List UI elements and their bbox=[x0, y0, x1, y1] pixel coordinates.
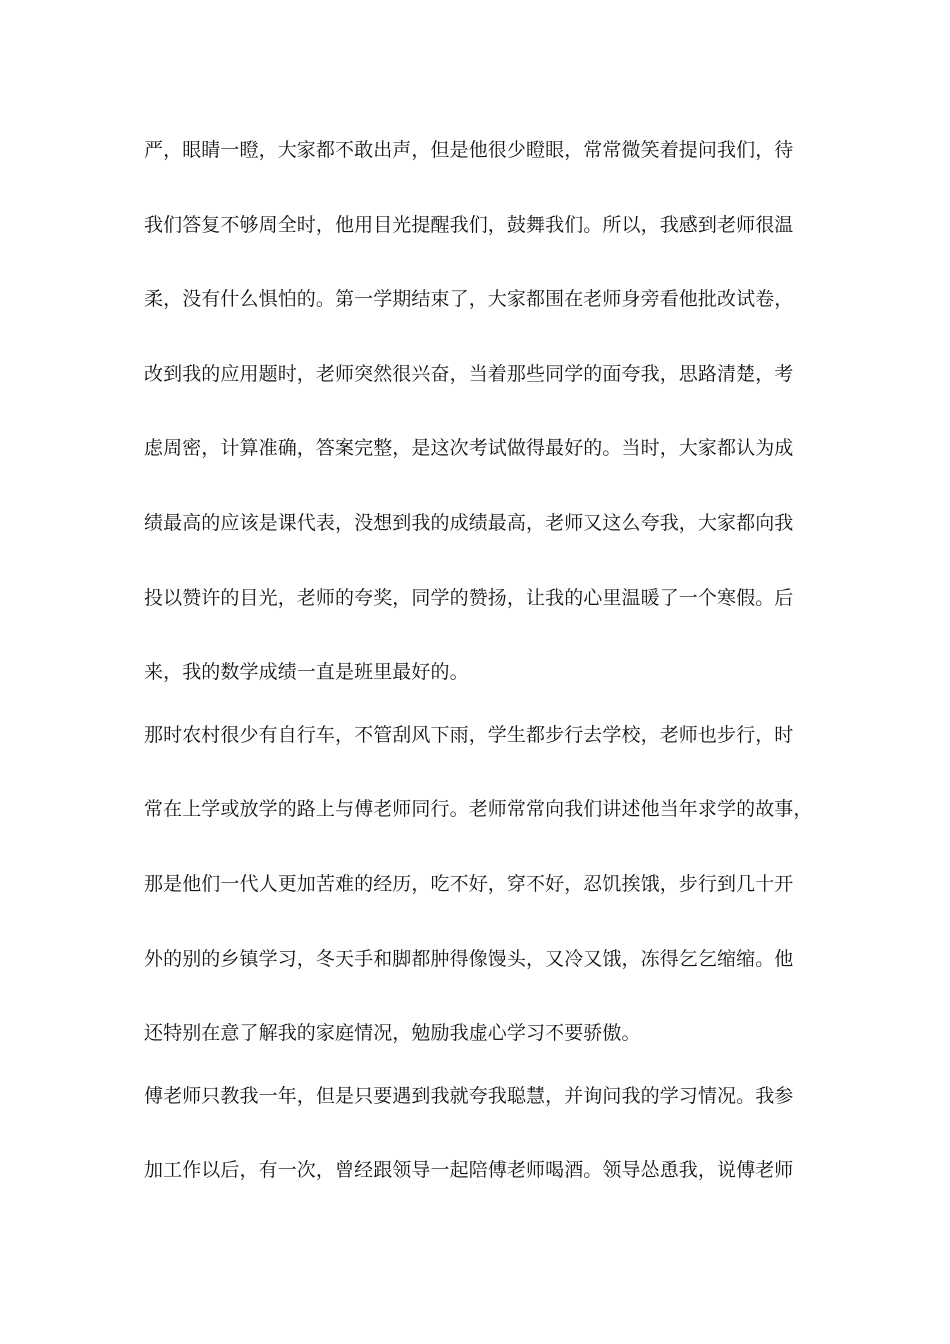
text-line-2: 我们答复不够周全时，他用目光提醒我们，鼓舞我们。所以，我感到老师很温 bbox=[144, 214, 794, 236]
text-line-13: 还特别在意了解我的家庭情况，勉励我虚心学习不要骄傲。 bbox=[144, 1022, 641, 1044]
text-line-4: 改到我的应用题时，老师突然很兴奋，当着那些同学的面夸我，思路清楚，考 bbox=[144, 363, 794, 385]
text-line-5: 虑周密，计算准确，答案完整，是这次考试做得最好的。当时，大家都认为成 bbox=[144, 437, 794, 459]
text-line-9: 那时农村很少有自行车，不管刮风下雨，学生都步行去学校，老师也步行，时 bbox=[144, 724, 794, 746]
text-line-10: 常在上学或放学的路上与傅老师同行。老师常常向我们讲述他当年求学的故事， bbox=[144, 798, 813, 820]
text-line-3: 柔，没有什么惧怕的。第一学期结束了，大家都围在老师身旁看他批改试卷， bbox=[144, 288, 794, 310]
text-line-6: 绩最高的应该是课代表，没想到我的成绩最高，老师又这么夸我，大家都向我 bbox=[144, 512, 794, 534]
text-line-14: 傅老师只教我一年，但是只要遇到我就夸我聪慧，并询问我的学习情况。我参 bbox=[144, 1085, 794, 1107]
text-line-15: 加工作以后，有一次，曾经跟领导一起陪傅老师喝酒。领导怂恿我，说傅老师 bbox=[144, 1159, 794, 1181]
text-line-8: 来，我的数学成绩一直是班里最好的。 bbox=[144, 661, 469, 683]
text-line-1: 严，眼睛一瞪，大家都不敢出声，但是他很少瞪眼，常常微笑着提问我们，待 bbox=[144, 139, 794, 161]
text-line-12: 外的别的乡镇学习，冬天手和脚都肿得像馒头，又冷又饿，冻得乞乞缩缩。他 bbox=[144, 948, 794, 970]
text-line-11: 那是他们一代人更加苦难的经历，吃不好，穿不好，忍饥挨饿，步行到几十开 bbox=[144, 873, 794, 895]
text-line-7: 投以赞许的目光，老师的夸奖，同学的赞扬，让我的心里温暖了一个寒假。后 bbox=[144, 587, 794, 609]
